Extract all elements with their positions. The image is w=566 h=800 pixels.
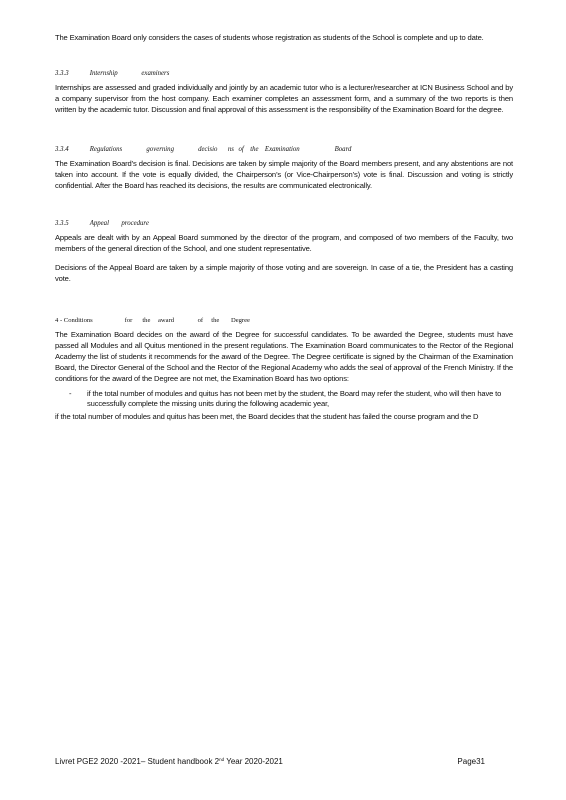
- list-dash: -: [69, 389, 72, 398]
- section-number: 3.3.4: [55, 146, 69, 153]
- page-footer: [55, 757, 485, 766]
- option-2-text: if the total number of modules and quitus has been met, the Board decides that the student has failed the course program and the D: [55, 412, 479, 421]
- section-4: [55, 317, 513, 422]
- options-list: [55, 389, 513, 409]
- section-body-2: Decisions of the Appeal Board are taken by a simple majority of those voting and are sovereign. In case of a tie, the President has a casting vote.: [55, 263, 513, 283]
- intro-paragraph: [55, 32, 513, 43]
- section-heading: 3.3.3 Internship examiners: [55, 70, 170, 77]
- section-3-3-4: [55, 146, 513, 191]
- section-body: The Examination Board’s decision is final. Decisions are taken by simple majority of the Board members present, and any abstentions are not taken into account. If the vote is equally divided, the Chairperson’s (or Vice-Chairperson’s) vote is final. Discussion and voting is strictly confidential. After the Board has reached its decisions, the results are communicated electronically.: [55, 159, 513, 190]
- section-3-3-5: [55, 220, 513, 284]
- section-3-3-3: [55, 70, 513, 115]
- section-heading: 3.3.5 Appeal procedure: [55, 220, 149, 227]
- section-body-1: Appeals are dealt with by an Appeal Board summoned by the director of the program, and composed of two members of the Faculty, two members of the general direction of the School, and one student representative.: [55, 233, 513, 253]
- option-text: if the total number of modules and quitus has not been met by the student, the Board may refer the student, who will then have to successfully complete the missing units during the following academic year,: [87, 389, 502, 408]
- section-number: 3.3.3: [55, 70, 69, 77]
- section-body: Internships are assessed and graded individually and jointly by an academic tutor who is a lecturer/researcher at ICN Business School and by a company supervisor from the host company. Each examiner completes an assessment form, and a summary of the two reports is then written by the academic tutor. Discussion and final approval of this assessment is the responsibility of the Examination Board for the degree.: [55, 83, 513, 114]
- section-heading: 4 - Conditions for the award of the Degree: [55, 317, 250, 324]
- page-number: Page31: [457, 757, 485, 766]
- intro-text: The Examination Board only considers the cases of students whose registration as students of the School is complete and up to date.: [55, 33, 484, 42]
- section-number: 3.3.5: [55, 220, 69, 227]
- section-body: The Examination Board decides on the award of the Degree for successful candidates. To be awarded the Degree, students must have passed all Modules and all Quitus mentioned in the present regulations. The Examination Board communicates to the Rector of the Regional Academy the list of students it recommends for the award of the Degree. The Degree certificate is signed by the Chairman of the Examination Board, the Director General of the School and the Rector of the Regional Academy who adds the seal of approval of the French Ministry. If the conditions for the award of the Degree are not met, the Examination Board has two options:: [55, 330, 513, 383]
- section-heading: 3.3.4 Regulations governing decisio ns of the Examination Board: [55, 146, 352, 153]
- footer-handbook-title: Livret PGE2 2020 -2021– Student handbook 2nd Year 2020-2021: [55, 757, 283, 766]
- list-item: [55, 389, 513, 409]
- section-number: 4 - Conditions: [55, 317, 93, 324]
